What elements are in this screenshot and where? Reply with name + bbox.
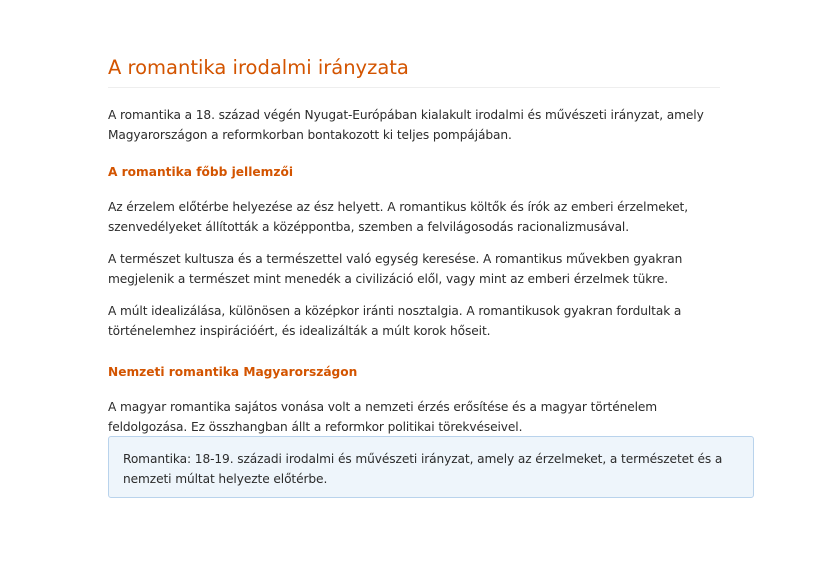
paragraph-mult: A múlt idealizálása, különösen a középkor iránti nosztalgia. A romantikusok gyakran fordultak a történelemhez inspirációért, és idealizálták a múlt korok hőseit. (108, 304, 682, 338)
page-title: A romantika irodalmi irányzata (108, 56, 720, 88)
paragraph-magyar-romantika: A magyar romantika sajátos vonása volt a nemzeti érzés erősítése és a magyar történelem feldolgozása. Ez összhangban állt a reformkor politikai törekvéseivel. (108, 400, 658, 434)
paragraph-erzelem: Az érzelem előtérbe helyezése az ész helyett. A romantikus költők és írók az emberi érzelmeket, szenvedélyeket állították a középpontba, szemben a felvilágosodás racionalizmusával. (108, 200, 688, 234)
definition-text: Romantika: 18-19. századi irodalmi és művészeti irányzat, amely az érzelmeket, a természetet és a nemzeti múltat helyezte előtérbe. (123, 452, 723, 486)
section-heading-jellemzoi: A romantika főbb jellemzői (108, 165, 294, 179)
definition-box (108, 436, 754, 498)
article (108, 56, 720, 437)
paragraph-termeszet: A természet kultusza és a természettel való egység keresése. A romantikus művekben gyakran megjelenik a természet mint menedék a civilizáció elől, vagy mint az emberi érzelmek tükre. (108, 252, 683, 286)
intro-paragraph: A romantika a 18. század végén Nyugat-Európában kialakult irodalmi és művészeti irányzat, amely Magyarországon a reformkorban bontakozott ki teljes pompájában. (108, 108, 704, 142)
section-heading-nemzeti: Nemzeti romantika Magyarországon (108, 365, 358, 379)
